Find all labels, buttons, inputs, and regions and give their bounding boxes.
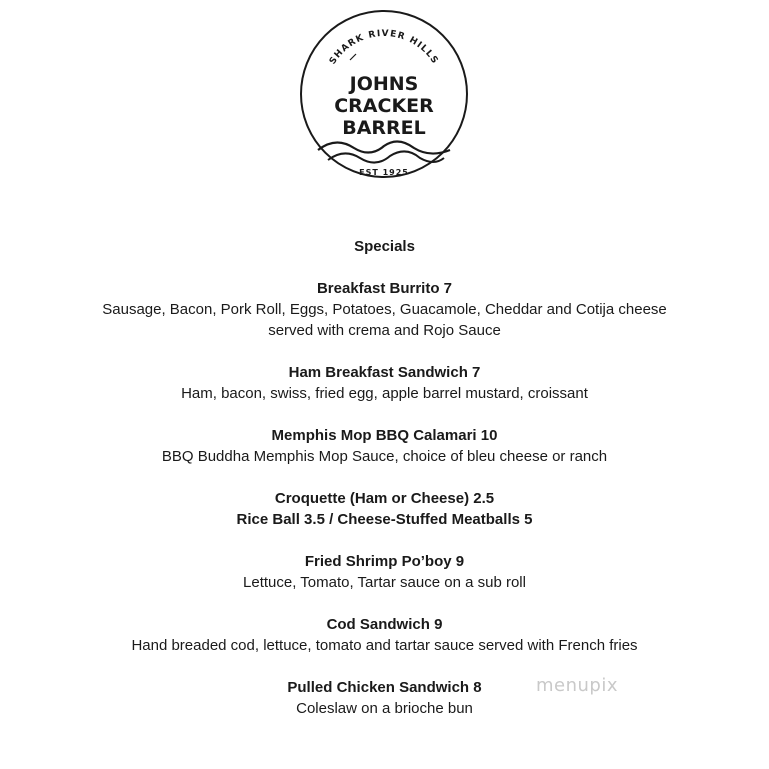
logo-line-1: JOHNS <box>349 73 419 95</box>
watermark: menupix <box>536 675 619 696</box>
menu-item <box>0 551 769 593</box>
menu-heading: Specials <box>354 238 415 255</box>
specials-menu <box>0 236 769 719</box>
menu-item-description: Hand breaded cod, lettuce, tomato and tartar sauce served with French fries <box>131 637 638 654</box>
menu-item <box>0 278 769 341</box>
menu-item <box>0 425 769 467</box>
wave-icon <box>318 141 450 153</box>
logo-line-3: BARREL <box>342 117 426 139</box>
menu-item-name: Fried Shrimp Po’boy 9 <box>304 553 465 570</box>
menu-item-name-2: Rice Ball 3.5 / Cheese-Stuffed Meatballs 5 <box>236 511 533 528</box>
menu-item-description: BBQ Buddha Memphis Mop Sauce, choice of bleu cheese or ranch <box>161 448 608 465</box>
menu-item-name: Breakfast Burrito 7 <box>316 280 453 297</box>
menu-item-name: Pulled Chicken Sandwich 8 <box>287 679 482 696</box>
menu-item <box>0 488 769 530</box>
logo-established: EST 1925 <box>359 168 409 177</box>
menu-item-description: Ham, bacon, swiss, fried egg, apple barrel mustard, croissant <box>181 385 588 402</box>
menu-item-name: Ham Breakfast Sandwich 7 <box>288 364 481 381</box>
logo-tick-left <box>350 54 356 60</box>
menu-item <box>0 362 769 404</box>
logo-arc-text: SHARK RIVER HILLS <box>327 28 441 67</box>
logo-line-2: CRACKER <box>334 95 434 117</box>
menu-item-name: Croquette (Ham or Cheese) 2.5 <box>274 490 495 507</box>
menu-item-description: Coleslaw on a brioche bun <box>296 700 473 717</box>
menu-item-description: Lettuce, Tomato, Tartar sauce on a sub roll <box>243 574 526 591</box>
menu-item-description: Sausage, Bacon, Pork Roll, Eggs, Potatoes, Guacamole, Cheddar and Cotija cheese <box>102 301 667 318</box>
menu-item <box>0 614 769 656</box>
restaurant-logo <box>298 8 470 180</box>
menu-item-name: Cod Sandwich 9 <box>326 616 443 633</box>
menu-item-description-2: served with crema and Rojo Sauce <box>268 322 501 339</box>
menu-item-name: Memphis Mop BBQ Calamari 10 <box>271 427 498 444</box>
menu-item <box>0 677 769 719</box>
